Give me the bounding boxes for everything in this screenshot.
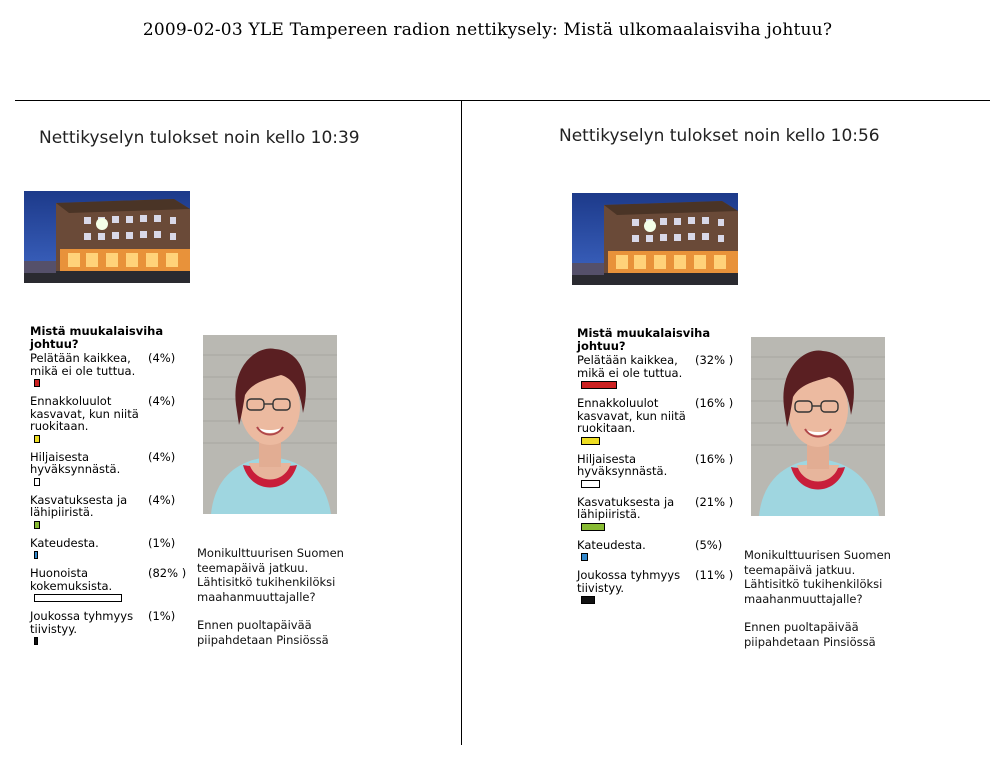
poll-option-percent: (1%): [148, 535, 176, 550]
poll-option: [577, 397, 737, 445]
poll-option-percent: (16% ): [695, 451, 734, 466]
poll-option-bar: [581, 437, 600, 445]
building-photo-left: [24, 191, 190, 283]
promo-text: Monikulttuurisen Suomen teemapäivä jatkuu. Lähtisitkö tukihenkilöksi maahanmuuttajalle?: [744, 548, 891, 606]
poll-option-percent: (4%): [148, 492, 176, 507]
poll-option: [30, 352, 190, 387]
poll-option-percent: (5%): [695, 537, 723, 552]
building-photo-right: [572, 193, 738, 285]
page-title: 2009-02-03 YLE Tampereen radion nettikysely: Mistä ulkomaalaisviha johtuu?: [142, 20, 833, 40]
poll-option-label: Hiljaisesta hyväksynnästä.: [577, 451, 668, 478]
promo-text-secondary: Ennen puoltapäivää piipahdetaan Pinsiössä: [744, 620, 876, 649]
poll-option-label: Kasvatuksesta ja lähipiiristä.: [30, 492, 128, 519]
poll-option-percent: (32% ): [695, 353, 734, 367]
poll-option: [577, 539, 737, 562]
poll-option-label: Joukossa tyhmyys tiivistyy.: [30, 609, 134, 636]
poll-option-percent: (82% ): [148, 566, 187, 580]
poll-option: [577, 354, 737, 389]
poll-option-percent: (4%): [148, 449, 176, 464]
poll-option-bar: [34, 551, 38, 559]
poll-option: [30, 537, 190, 560]
poll-option-percent: (16% ): [695, 396, 734, 410]
poll-option-label: Pelätään kaikkea, mikä ei ole tuttua.: [577, 353, 683, 380]
host-portrait-left: [203, 335, 337, 514]
poll-option-bar: [581, 523, 605, 531]
poll-option-percent: (21% ): [695, 494, 734, 509]
poll-option-label: Pelätään kaikkea, mikä ei ole tuttua.: [30, 351, 136, 378]
poll-option: [30, 395, 190, 443]
poll-option-label: Ennakkoluulot kasvavat, kun niitä ruokitaan.: [30, 394, 139, 433]
promo-left: [197, 546, 367, 661]
poll-option-bar: [34, 521, 40, 529]
poll-option: [30, 567, 190, 602]
poll-right: [577, 327, 737, 612]
poll-question: Mistä muukalaisviha johtuu?: [30, 324, 164, 351]
poll-option-label: Kateudesta.: [577, 537, 646, 552]
poll-option-bar: [581, 596, 595, 604]
poll-option-percent: (4%): [148, 351, 176, 365]
vertical-divider: [461, 101, 462, 745]
horizontal-divider: [15, 100, 990, 101]
poll-option-label: Kateudesta.: [30, 535, 99, 550]
poll-option: [30, 451, 190, 486]
poll-option-percent: (11% ): [695, 568, 734, 582]
poll-option-label: Ennakkoluulot kasvavat, kun niitä ruokitaan.: [577, 396, 686, 435]
poll-option-bar: [581, 381, 617, 389]
poll-option-bar: [581, 553, 588, 561]
poll-option: [577, 569, 737, 604]
poll-option-label: Huonoista kokemuksista.: [30, 566, 113, 593]
poll-option: [30, 610, 190, 645]
poll-option-bar: [34, 594, 122, 602]
poll-option-percent: (4%): [148, 394, 176, 408]
poll-option: [577, 453, 737, 488]
panel-heading-right: Nettikyselyn tulokset noin kello 10:56: [559, 126, 880, 146]
poll-option-bar: [581, 480, 600, 488]
poll-option-label: Hiljaisesta hyväksynnästä.: [30, 449, 121, 476]
promo-text-secondary: Ennen puoltapäivää piipahdetaan Pinsiössä: [197, 618, 329, 647]
promo-text: Monikulttuurisen Suomen teemapäivä jatkuu. Lähtisitkö tukihenkilöksi maahanmuuttajalle?: [197, 546, 344, 604]
poll-option-label: Joukossa tyhmyys tiivistyy.: [577, 568, 681, 595]
poll-option-bar: [34, 478, 40, 486]
host-portrait-right: [751, 337, 885, 516]
poll-question: Mistä muukalaisviha johtuu?: [577, 326, 711, 353]
panel-heading-left: Nettikyselyn tulokset noin kello 10:39: [39, 128, 360, 148]
poll-option: [30, 494, 190, 529]
poll-option-bar: [34, 637, 38, 645]
promo-right: [744, 548, 914, 663]
poll-left: [30, 325, 190, 653]
poll-option-label: Kasvatuksesta ja lähipiiristä.: [577, 494, 675, 521]
poll-option-percent: (1%): [148, 609, 176, 623]
poll-option: [577, 496, 737, 531]
poll-option-bar: [34, 379, 40, 387]
poll-option-bar: [34, 435, 40, 443]
